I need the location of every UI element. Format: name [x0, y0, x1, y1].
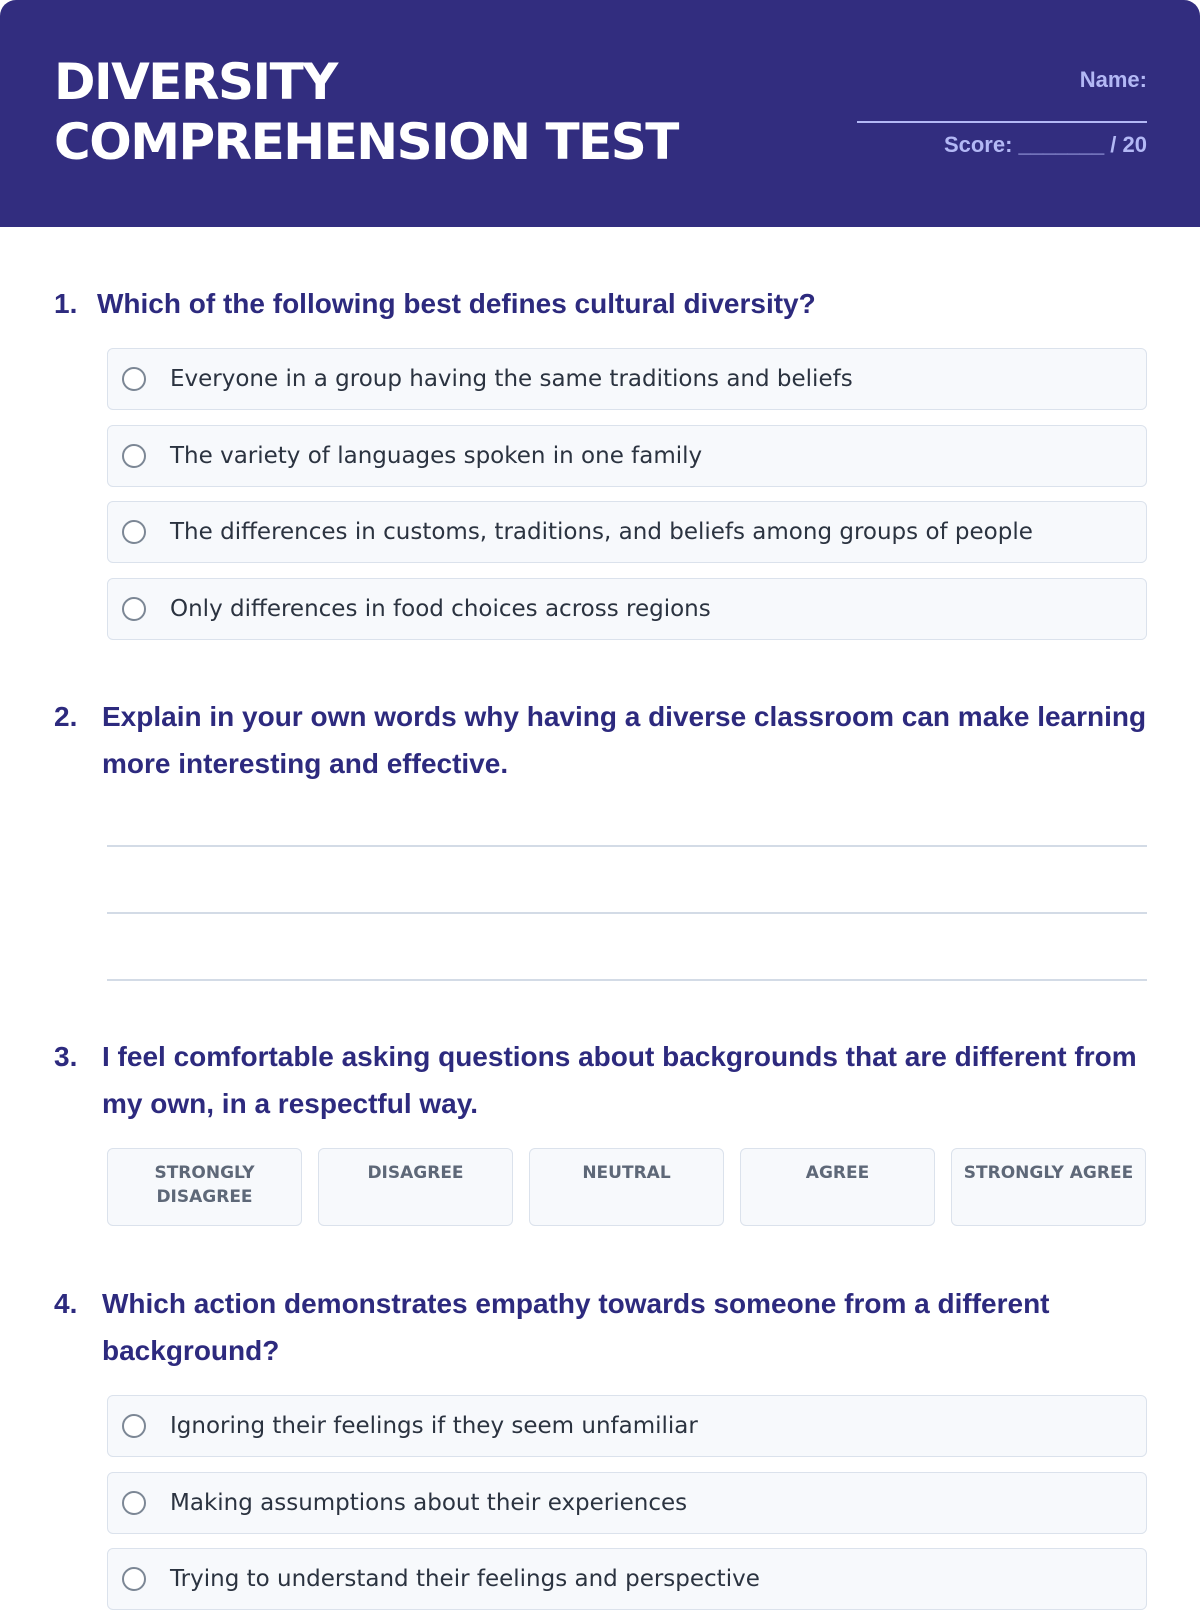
- radio-button[interactable]: [122, 1491, 146, 1515]
- option-label: The variety of languages spoken in one family: [170, 443, 703, 469]
- student-info: [847, 64, 1147, 157]
- name-label: Name:: [1079, 67, 1147, 92]
- question-2-title: [54, 693, 1149, 787]
- question-1-title: [54, 280, 1149, 327]
- question-4-title: [54, 1280, 1149, 1374]
- option-label: Everyone in a group having the same traditions and beliefs: [170, 366, 853, 392]
- option-label: The differences in customs, traditions, and beliefs among groups of people: [170, 519, 1033, 545]
- radio-button[interactable]: [122, 444, 146, 468]
- question-text: I feel comfortable asking questions about backgrounds that are different from my own, in a respectful way.: [102, 1041, 1137, 1119]
- question-text: Which action demonstrates empathy towards someone from a different background?: [102, 1288, 1050, 1366]
- q4-option-a[interactable]: [107, 1395, 1147, 1457]
- question-text: Which of the following best defines cultural diversity?: [97, 288, 816, 319]
- q4-option-c[interactable]: [107, 1548, 1147, 1610]
- option-label: Making assumptions about their experiences: [170, 1490, 688, 1516]
- score-label: Score: _______ / 20: [943, 132, 1147, 157]
- question-number: 2.: [54, 701, 78, 732]
- radio-button[interactable]: [122, 597, 146, 621]
- radio-button[interactable]: [122, 1567, 146, 1591]
- answer-line[interactable]: [107, 979, 1147, 981]
- name-input-line[interactable]: [857, 121, 1147, 123]
- option-label: Ignoring their feelings if they seem unfamiliar: [170, 1413, 698, 1439]
- q1-option-d[interactable]: [107, 578, 1147, 640]
- likert-disagree[interactable]: DISAGREE: [318, 1148, 513, 1226]
- likert-neutral[interactable]: NEUTRAL: [529, 1148, 724, 1226]
- answer-line[interactable]: [107, 845, 1147, 847]
- question-text: Explain in your own words why having a diverse classroom can make learning more interesting and effective.: [102, 701, 1147, 779]
- radio-button[interactable]: [122, 520, 146, 544]
- test-header: [0, 0, 1200, 227]
- q1-option-b[interactable]: [107, 425, 1147, 487]
- question-number: 4.: [54, 1288, 78, 1319]
- question-3-title: [54, 1033, 1149, 1127]
- q4-option-b[interactable]: [107, 1472, 1147, 1534]
- q1-option-c[interactable]: [107, 501, 1147, 563]
- option-label: Only differences in food choices across regions: [170, 596, 711, 622]
- q1-option-a[interactable]: [107, 348, 1147, 410]
- question-number: 1.: [54, 288, 78, 319]
- likert-strongly-agree[interactable]: STRONGLY AGREE: [951, 1148, 1146, 1226]
- question-number: 3.: [54, 1041, 78, 1072]
- test-title: DIVERSITY COMPREHENSION TEST: [54, 53, 678, 171]
- likert-strongly-disagree[interactable]: STRONGLY DISAGREE: [107, 1148, 302, 1226]
- radio-button[interactable]: [122, 367, 146, 391]
- radio-button[interactable]: [122, 1414, 146, 1438]
- option-label: Trying to understand their feelings and perspective: [170, 1566, 760, 1592]
- answer-line[interactable]: [107, 912, 1147, 914]
- likert-agree[interactable]: AGREE: [740, 1148, 935, 1226]
